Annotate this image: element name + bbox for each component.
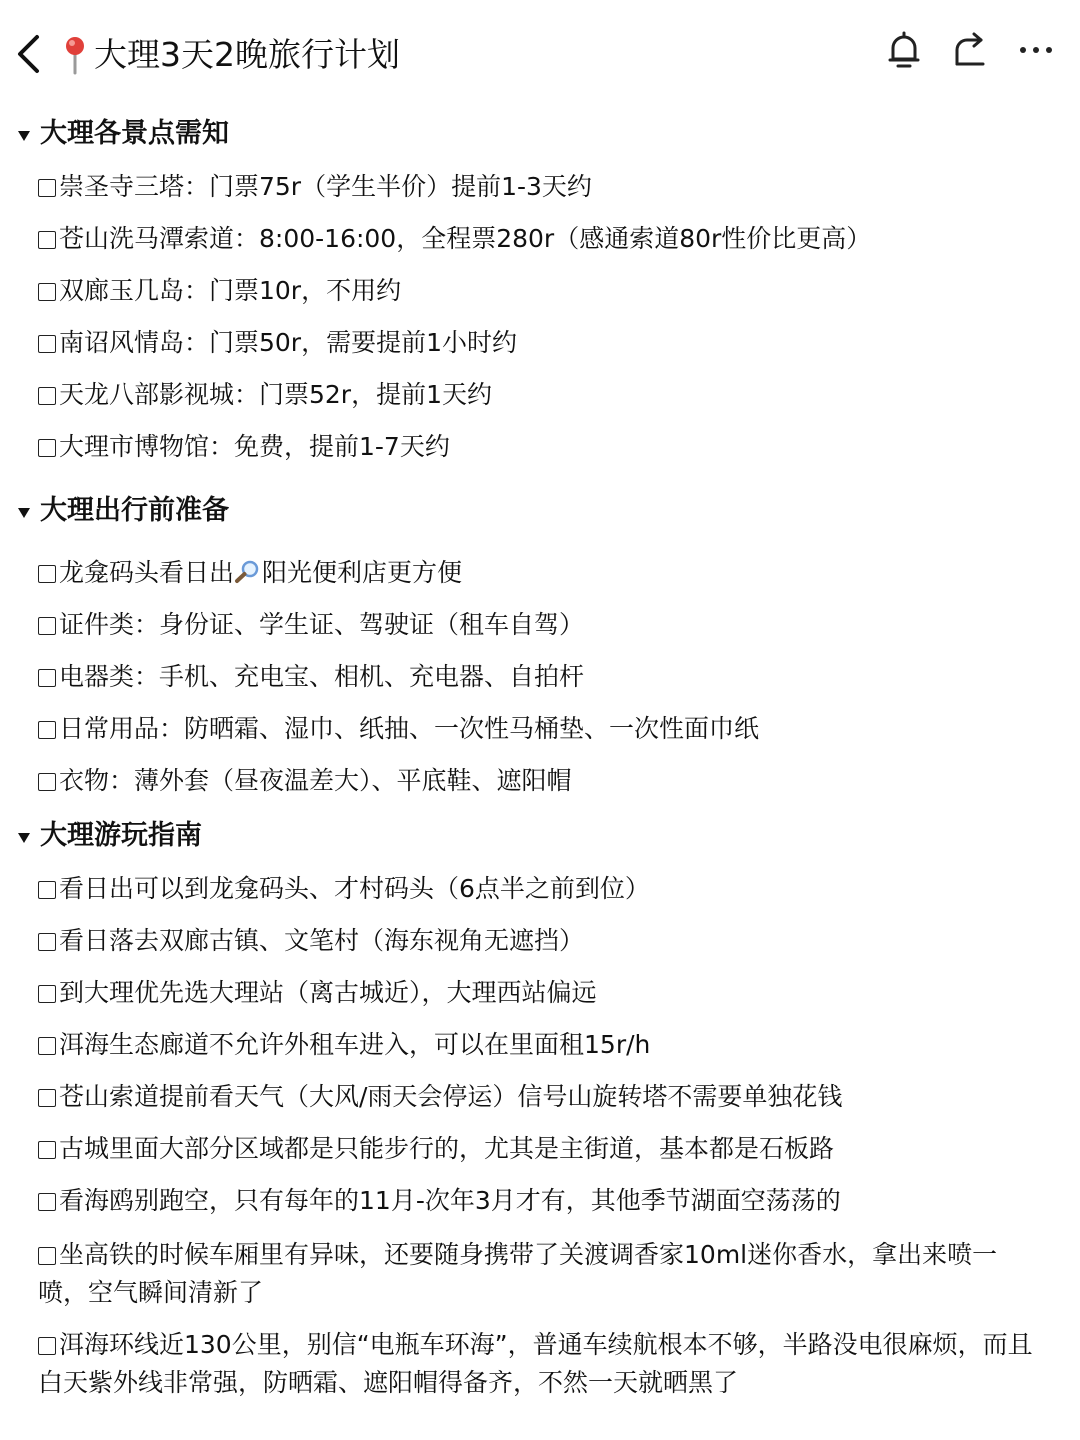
item-text: 证件类：身份证、学生证、驾驶证（租车自驾） [59, 610, 585, 639]
item-text: 苍山索道提前看天气（大风/雨天会停运）信号山旋转塔不需要单独花钱 [59, 1082, 843, 1111]
chevron-left-icon [15, 34, 41, 74]
item-text: 龙龛码头看日出 [59, 558, 235, 587]
collapse-triangle-icon [18, 131, 30, 141]
checklist-item [38, 974, 1038, 1012]
checkbox[interactable] [38, 985, 56, 1003]
collapse-triangle-icon [18, 508, 30, 518]
notification-button[interactable] [882, 28, 926, 72]
item-text: 日常用品：防晒霜、湿巾、纸抽、一次性马桶垫、一次性面巾纸 [59, 714, 760, 743]
section-header[interactable] [18, 814, 202, 858]
checkbox[interactable] [38, 669, 56, 687]
checkbox[interactable] [38, 773, 56, 791]
item-text: 双廊玉几岛：门票10r，不用约 [59, 276, 402, 305]
item-text: 南诏风情岛：门票50r，需要提前1小时约 [59, 328, 517, 357]
checklist-item [38, 1182, 1038, 1220]
checkbox[interactable] [38, 1037, 56, 1055]
checkbox[interactable] [38, 387, 56, 405]
share-arrow-icon [953, 32, 987, 68]
checklist-item [38, 710, 1038, 748]
checklist-item [38, 606, 1038, 644]
title-area [60, 30, 400, 80]
item-text: 到大理优先选大理站（离古城近），大理西站偏远 [59, 978, 597, 1007]
checklist-item [38, 922, 1038, 960]
share-button[interactable] [948, 28, 992, 72]
checkbox[interactable] [38, 283, 56, 301]
top-bar [0, 0, 1080, 110]
more-dots-icon [1018, 45, 1054, 55]
checkbox[interactable] [38, 1141, 56, 1159]
more-button[interactable] [1014, 28, 1058, 72]
checkbox[interactable] [38, 1193, 56, 1211]
top-actions [860, 28, 1058, 72]
checkbox[interactable] [38, 1247, 56, 1265]
item-text: 阳光便利店更方便 [262, 558, 463, 587]
checkbox[interactable] [38, 721, 56, 739]
item-text: 看日落去双廊古镇、文笔村（海东视角无遮挡） [59, 926, 585, 955]
item-text: 看日出可以到龙龛码头、才村码头（6点半之前到位） [59, 874, 650, 903]
checkbox[interactable] [38, 933, 56, 951]
checkbox[interactable] [38, 565, 56, 583]
section-header[interactable] [18, 489, 229, 533]
collapse-triangle-icon [18, 833, 30, 843]
checklist-item [38, 324, 1038, 362]
item-text: 大理市博物馆：免费，提前1-7天约 [59, 432, 450, 461]
checklist-item [38, 376, 1038, 414]
checklist-item [38, 220, 1038, 258]
back-button[interactable] [10, 30, 46, 78]
item-text: 看海鸥别跑空，只有每年的11月-次年3月才有，其他季节湖面空荡荡的 [59, 1186, 841, 1215]
checkbox[interactable] [38, 1089, 56, 1107]
item-text: 苍山洗马潭索道：8:00-16:00，全程票280r（感通索道80r性价比更高） [59, 224, 872, 253]
map-pin-icon [60, 35, 90, 75]
checklist-item [38, 870, 1038, 908]
checklist-item [38, 762, 1038, 800]
item-text: 天龙八部影视城：门票52r，提前1天约 [59, 380, 492, 409]
section-title: 大理出行前准备 [40, 495, 229, 526]
item-text: 洱海生态廊道不允许外租车进入，可以在里面租15r/h [59, 1030, 651, 1059]
section-title: 大理各景点需知 [40, 118, 229, 149]
checkbox[interactable] [38, 1337, 56, 1355]
checkbox[interactable] [38, 439, 56, 457]
page-title: 大理3天2晚旅行计划 [94, 35, 400, 74]
bell-icon [887, 31, 921, 69]
checkbox[interactable] [38, 881, 56, 899]
checkbox[interactable] [38, 179, 56, 197]
checklist-item [38, 428, 1038, 466]
item-text: 坐高铁的时候车厢里有异味，还要随身携带了关渡调香家10ml迷你香水，拿出来喷一喷，空气瞬间清新了 [38, 1240, 998, 1307]
checklist-item [38, 554, 1038, 592]
checklist-item [38, 1130, 1038, 1168]
checklist-item [38, 1236, 1038, 1312]
item-text: 古城里面大部分区域都是只能步行的，尤其是主街道，基本都是石板路 [59, 1134, 835, 1163]
checklist-item [38, 168, 1038, 206]
item-text: 电器类：手机、充电宝、相机、充电器、自拍杆 [59, 662, 585, 691]
section-header[interactable] [18, 112, 229, 156]
item-text: 衣物：薄外套（昼夜温差大）、平底鞋、遮阳帽 [59, 766, 572, 795]
checklist-item [38, 272, 1038, 310]
checkbox[interactable] [38, 335, 56, 353]
item-text: 崇圣寺三塔：门票75r（学生半价）提前1-3天约 [59, 172, 592, 201]
checkbox[interactable] [38, 617, 56, 635]
checklist-item [38, 658, 1038, 696]
section-title: 大理游玩指南 [40, 820, 202, 851]
item-text: 洱海环线近130公里，别信“电瓶车环海”，普通车续航根本不够，半路没电很麻烦，而且白天紫外线非常强，防晒霜、遮阳帽得备齐，不然一天就晒黑了 [38, 1330, 1033, 1397]
checklist-item [38, 1326, 1038, 1402]
checklist-item [38, 1026, 1038, 1064]
checklist-item [38, 1078, 1038, 1116]
magnifier-icon [234, 560, 262, 584]
checkbox[interactable] [38, 231, 56, 249]
